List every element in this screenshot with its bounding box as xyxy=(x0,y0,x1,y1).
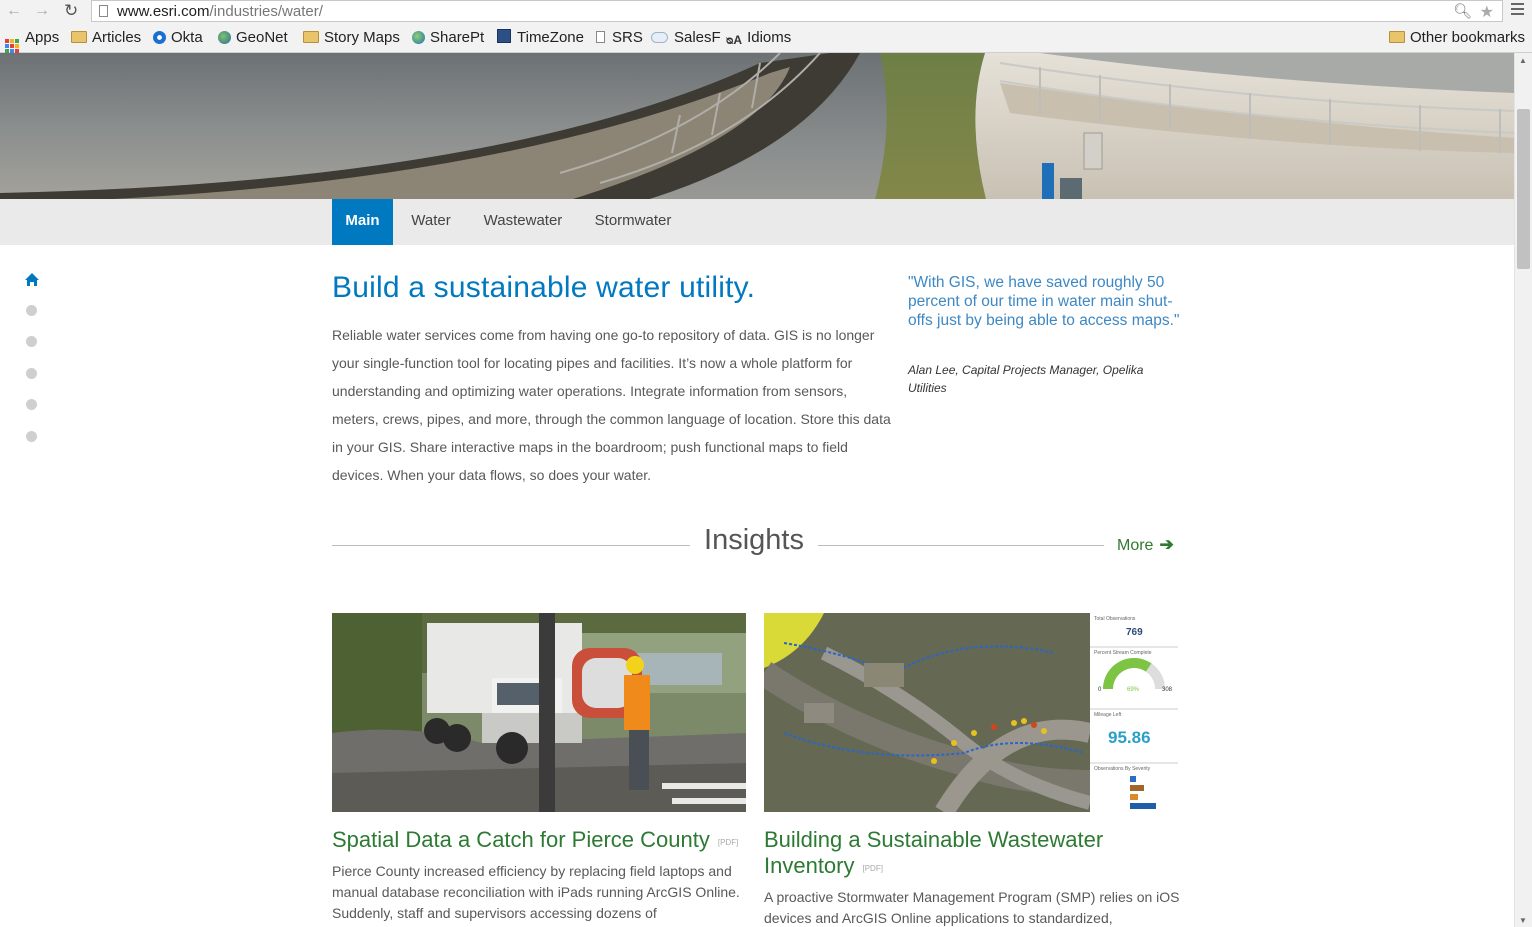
bookmark-label: SRS xyxy=(612,29,643,46)
bookmark-label: SalesF xyxy=(674,29,721,46)
folder-icon xyxy=(71,31,87,43)
bookmark-geonet[interactable] xyxy=(218,29,288,47)
page-title: Build a sustainable water utility. xyxy=(332,271,756,304)
tab-wastewater[interactable]: Wastewater xyxy=(483,212,563,229)
aerial-map-dashboard xyxy=(764,613,1178,812)
bookmark-apps[interactable] xyxy=(5,29,59,53)
bookmark-label: TimeZone xyxy=(517,29,584,46)
dashboard-mileage-label: Mileage Left xyxy=(1094,712,1122,718)
bookmark-story-maps[interactable] xyxy=(303,29,400,47)
dashboard-percent-label: Percent Stream Complete xyxy=(1094,650,1152,656)
idioms-icon: ᴓA xyxy=(726,33,743,47)
bookmark-srs[interactable] xyxy=(596,29,643,47)
bookmarks-bar xyxy=(0,24,1532,53)
section-dot[interactable] xyxy=(26,399,37,410)
salesforce-cloud-icon xyxy=(651,32,668,43)
folder-icon xyxy=(1389,31,1405,43)
bookmark-sharept[interactable] xyxy=(412,29,484,47)
more-insights-link[interactable] xyxy=(1117,535,1174,555)
bookmark-label: Story Maps xyxy=(324,29,400,46)
card-title-text: Building a Sustainable Wastewater Inventory xyxy=(764,827,1104,878)
tab-water[interactable]: Water xyxy=(411,212,451,229)
card-title-pierce-county[interactable] xyxy=(332,827,748,856)
bookmark-other-bookmarks[interactable] xyxy=(1389,29,1525,47)
bookmark-star-icon[interactable]: ★ xyxy=(1479,4,1494,21)
card-title-wastewater-inventory[interactable] xyxy=(764,827,1164,882)
timezone-icon xyxy=(497,29,511,43)
customer-quote: "With GIS, we have saved roughly 50 percent of our time in water main shut-offs just by being able to access maps." xyxy=(908,274,1180,329)
dashboard-total-label: Total Observations xyxy=(1094,616,1136,622)
home-icon[interactable] xyxy=(24,272,40,288)
bookmark-label: Idioms xyxy=(747,29,792,46)
section-dot[interactable] xyxy=(26,336,37,347)
insights-heading: Insights xyxy=(704,524,804,556)
quote-author: Alan Lee, Capital Projects Manager, Opelika Utilities xyxy=(908,363,1144,395)
bookmark-salesf[interactable] xyxy=(651,29,721,47)
bookmark-idioms[interactable] xyxy=(726,29,791,49)
bookmark-articles[interactable] xyxy=(71,29,141,47)
truck-crew-photo xyxy=(332,613,746,812)
apps-grid-icon xyxy=(5,39,19,53)
bookmark-label: GeoNet xyxy=(236,29,288,46)
bookmark-label: Apps xyxy=(25,29,60,46)
sharepoint-icon xyxy=(412,31,425,44)
other-bookmarks-label: Other bookmarks xyxy=(1410,29,1526,46)
browser-toolbar xyxy=(0,0,1532,24)
bookmark-okta[interactable] xyxy=(153,29,203,47)
address-bar[interactable] xyxy=(91,0,1503,22)
gauge-max: 308 xyxy=(1162,687,1173,693)
gauge-min: 0 xyxy=(1098,687,1102,693)
section-tab-bar xyxy=(0,199,1514,245)
section-dot[interactable] xyxy=(26,431,37,442)
reload-icon[interactable]: ↻ xyxy=(64,1,79,20)
page-icon xyxy=(99,5,108,17)
vertical-scrollbar[interactable] xyxy=(1514,53,1532,927)
forward-arrow-icon[interactable]: → xyxy=(34,2,50,19)
bookmark-label: Okta xyxy=(171,29,203,46)
page-viewport xyxy=(0,53,1514,927)
dashboard-mileage-value: 95.86 xyxy=(1108,728,1151,747)
scroll-up-arrow-icon[interactable]: ▲ xyxy=(1519,56,1527,65)
divider-left xyxy=(332,545,690,546)
geonet-icon xyxy=(218,31,231,44)
url-text[interactable] xyxy=(117,3,323,21)
divider-right xyxy=(818,545,1104,546)
bookmark-label: Articles xyxy=(92,29,142,46)
section-dot[interactable] xyxy=(26,305,37,316)
url-host: www.esri.com xyxy=(117,3,210,20)
scroll-down-arrow-icon[interactable]: ▼ xyxy=(1519,916,1527,925)
url-path: /industries/water/ xyxy=(209,3,323,20)
pdf-tag: [PDF] xyxy=(717,838,739,847)
back-arrow-icon[interactable]: ← xyxy=(6,2,22,19)
card-image-wastewater-inventory[interactable] xyxy=(764,613,1178,812)
card-desc-pierce-county: Pierce County increased efficiency by replacing field laptops and manual database reconciliation with iPads running ArcGIS Online. Suddenly, staff and supervisors accessing dozens of xyxy=(332,863,740,921)
card-image-pierce-county[interactable] xyxy=(332,613,746,812)
folder-icon xyxy=(303,31,319,43)
zoom-magnifier-icon[interactable]: 🔍︎ xyxy=(1452,3,1472,20)
tab-stormwater[interactable]: Stormwater xyxy=(594,212,672,229)
intro-paragraph: Reliable water services come from having one go-to repository of data. GIS is no longer your single-function tool for locating pipes and facilities. It’s now a whole platform for understanding and optimizing water operations. Integrate information from sensors, meters, crews, pipes, and more, through the common language of location. Store this data in your GIS. Share interactive maps in the boardroom; push functional maps to field devices. When your data flows, so does your water. xyxy=(332,327,891,483)
card-title-text: Spatial Data a Catch for Pierce County xyxy=(332,827,710,852)
chrome-menu-icon[interactable] xyxy=(1511,3,1524,18)
tab-main[interactable]: Main xyxy=(332,199,393,245)
card-desc-wastewater-inventory: A proactive Stormwater Management Program (SMP) relies on iOS devices and ArcGIS Online applications to standardized, xyxy=(764,889,1180,926)
pdf-tag: [PDF] xyxy=(862,864,883,873)
gauge-value: 69% xyxy=(1127,687,1140,693)
dashboard-severity-label: Observations By Severity xyxy=(1094,766,1151,772)
scroll-thumb[interactable] xyxy=(1517,109,1530,269)
dashboard-total-value: 769 xyxy=(1126,627,1143,638)
arrow-right-icon: ➔ xyxy=(1159,535,1174,554)
section-dot[interactable] xyxy=(26,368,37,379)
more-label: More xyxy=(1117,537,1154,554)
page-icon xyxy=(596,31,605,43)
bookmark-label: SharePt xyxy=(430,29,485,46)
bookmark-timezone[interactable] xyxy=(497,29,584,47)
okta-icon xyxy=(153,31,166,44)
